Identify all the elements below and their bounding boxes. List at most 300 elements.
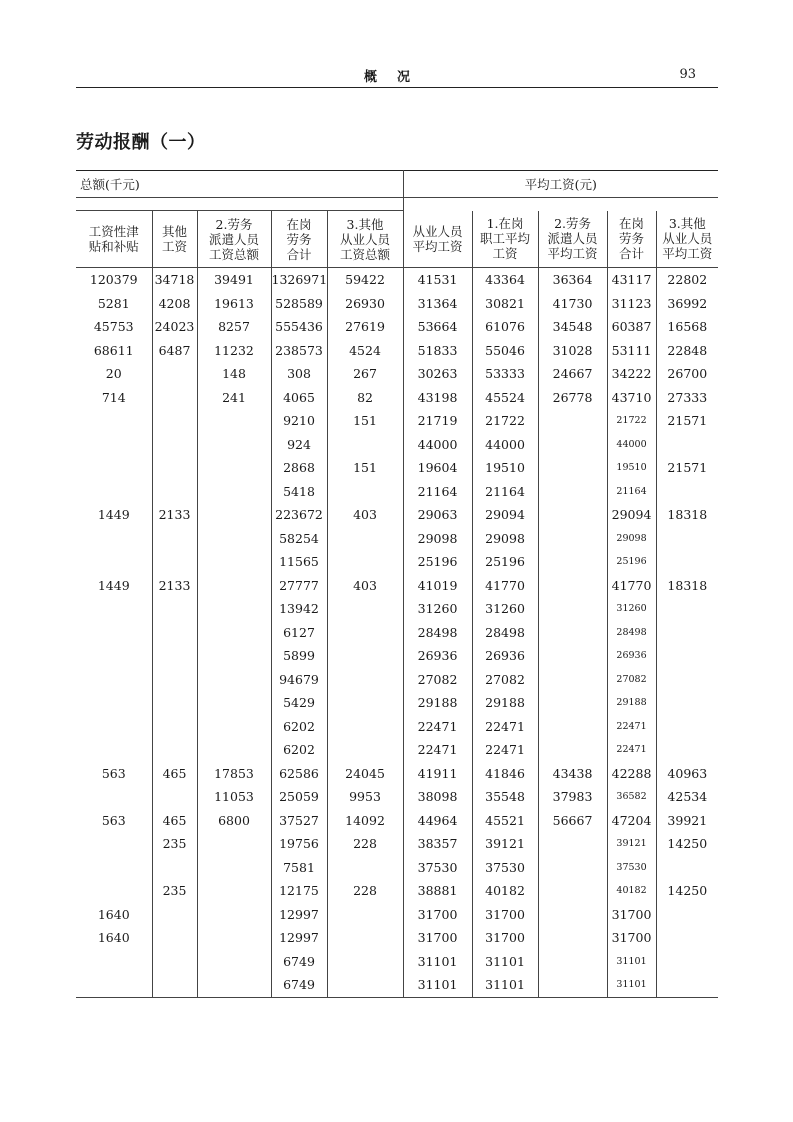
table-cell [76,738,152,762]
table-cell: 31700 [607,926,656,950]
table-cell [197,527,271,551]
table-cell: 19756 [271,832,327,856]
table-cell [197,950,271,974]
table-cell: 43364 [472,268,538,292]
table-cell: 31101 [607,973,656,997]
table-cell [538,480,607,504]
table-cell [76,715,152,739]
column-header-line: 贴和补贴 [88,239,139,254]
table-cell [538,950,607,974]
table-cell: 14250 [656,879,718,903]
table-cell: 22471 [403,738,472,762]
column-header-line: 平均工资 [662,246,713,262]
table-cell: 21571 [656,409,718,433]
table-cell [327,973,403,997]
table-cell [538,903,607,927]
table-cell: 25196 [607,550,656,574]
table-cell: 9210 [271,409,327,433]
table-cell [152,668,197,692]
table-cell: 27333 [656,386,718,410]
table-cell: 19510 [607,456,656,480]
table-cell: 151 [327,409,403,433]
table-cell: 37527 [271,809,327,833]
table-cell [76,621,152,645]
table-cell: 42534 [656,785,718,809]
table-cell: 12997 [271,926,327,950]
table-cell: 21164 [403,480,472,504]
table-cell [327,950,403,974]
table-cell: 31700 [472,903,538,927]
table-body [76,268,718,998]
table-cell [197,903,271,927]
table-cell: 44000 [607,433,656,457]
table-row [76,292,718,316]
table-cell [76,480,152,504]
table-cell [152,973,197,997]
table-cell: 31101 [472,973,538,997]
table-cell: 41019 [403,574,472,598]
table-cell: 19613 [197,292,271,316]
table-cell [538,715,607,739]
group-header-total: 总额(千元) [76,171,403,198]
table-cell [327,527,403,551]
table-cell: 42288 [607,762,656,786]
table-cell [327,668,403,692]
table-cell: 45524 [472,386,538,410]
column-header [197,211,271,268]
table-cell: 43198 [403,386,472,410]
column-header-line: 工资总额 [208,246,259,262]
table-row [76,621,718,645]
table-cell [152,433,197,457]
table-cell [76,691,152,715]
table-cell [538,973,607,997]
table-cell: 120379 [89,272,138,288]
table-cell: 13942 [271,597,327,621]
column-header-line: 派遣人员 [547,231,598,247]
table-cell [327,856,403,880]
table-cell [327,621,403,645]
table-cell: 7581 [271,856,327,880]
table-cell: 36364 [538,268,607,292]
table-cell [538,926,607,950]
column-header [152,211,197,268]
table-cell: 34222 [607,362,656,386]
table-cell: 43117 [607,268,656,292]
table-cell [76,668,152,692]
table-row [76,386,718,410]
column-header-line: 2.劳务 [215,216,253,232]
table-cell: 61076 [472,315,538,339]
table-cell [538,644,607,668]
table-cell [656,621,718,645]
table-cell: 31101 [403,973,472,997]
table-cell: 21722 [607,409,656,433]
column-header-line: 平均工资 [412,238,463,254]
table-cell: 11565 [271,550,327,574]
table-cell: 22471 [472,715,538,739]
table-cell [656,480,718,504]
table-cell: 1640 [97,930,130,946]
table-row [76,785,718,809]
table-cell: 27082 [472,668,538,692]
table-row [76,456,718,480]
table-cell [538,550,607,574]
table-cell: 31260 [403,597,472,621]
table-cell [152,597,197,621]
table-cell: 403 [327,574,403,598]
table-cell: 38098 [403,785,472,809]
table-cell: 24023 [152,315,197,339]
table-cell: 1640 [97,906,130,922]
table-cell [152,527,197,551]
table-cell: 16568 [656,315,718,339]
table-cell: 238573 [271,339,327,363]
table-cell: 82 [327,386,403,410]
table-cell [197,926,271,950]
table-cell [76,550,152,574]
table-row [76,762,718,786]
column-header-line: 从业人员 [662,231,713,247]
table-cell: 21164 [472,480,538,504]
table-cell: 228 [327,832,403,856]
table-row [76,809,718,833]
table-cell: 2133 [152,574,197,598]
table-cell: 21164 [607,480,656,504]
table-cell: 53664 [403,315,472,339]
table-cell: 6800 [197,809,271,833]
table-cell [152,456,197,480]
table-cell: 308 [271,362,327,386]
column-header [656,211,718,268]
table-cell: 37530 [607,856,656,880]
table-cell [197,433,271,457]
table-row [76,691,718,715]
table-cell [538,503,607,527]
table-cell: 44000 [403,433,472,457]
table-cell: 39921 [656,809,718,833]
table-cell: 555436 [271,315,327,339]
table-row [76,409,718,433]
table-cell: 41730 [538,292,607,316]
table-row [76,433,718,457]
header-rule [76,87,718,88]
table-cell: 94679 [271,668,327,692]
table-cell: 22848 [656,339,718,363]
table-cell: 151 [327,456,403,480]
table-cell: 25059 [271,785,327,809]
table-cell: 45753 [93,319,134,335]
table-cell: 20 [105,366,122,382]
table-cell: 6202 [271,738,327,762]
column-header-line: 合计 [619,246,645,262]
table-cell [656,644,718,668]
table-cell [197,597,271,621]
table-cell: 1326971 [271,268,327,292]
table-cell [152,386,197,410]
table-cell: 26936 [607,644,656,668]
table-cell [152,950,197,974]
table-cell [656,973,718,997]
table-cell: 30821 [472,292,538,316]
table-row [76,339,718,363]
table-cell: 6749 [271,950,327,974]
table-cell [656,738,718,762]
table-cell [538,668,607,692]
table-cell: 5899 [271,644,327,668]
column-header-line: 工资性津 [88,224,139,239]
table-cell [327,691,403,715]
table-cell: 6487 [152,339,197,363]
column-header-line: 工资总额 [340,246,391,262]
table-cell: 29098 [607,527,656,551]
table-cell: 29094 [472,503,538,527]
table-cell: 26700 [656,362,718,386]
table-cell: 28498 [607,621,656,645]
table-cell [538,856,607,880]
table-cell: 29188 [472,691,538,715]
table-cell [197,738,271,762]
table-cell: 29098 [403,527,472,551]
table-cell [327,644,403,668]
table-cell [152,480,197,504]
table-cell [197,856,271,880]
table-cell [656,715,718,739]
running-head [76,66,718,86]
table-cell [538,597,607,621]
page-number: 93 [679,67,696,82]
table-cell: 465 [152,809,197,833]
table-cell [327,903,403,927]
table-cell [656,926,718,950]
table-cell [538,832,607,856]
table-cell: 6749 [271,973,327,997]
table-cell: 37530 [472,856,538,880]
table-cell: 47204 [607,809,656,833]
table-cell [152,409,197,433]
table-cell: 51833 [403,339,472,363]
table-row [76,715,718,739]
table-cell [538,879,607,903]
table-cell: 2133 [152,503,197,527]
table-cell [152,715,197,739]
column-header-line: 劳务 [286,231,312,247]
table-cell: 11053 [197,785,271,809]
column-header-line: 3.其他 [346,216,384,232]
table-cell [76,597,152,621]
column-header-line: 1.在岗 [486,216,524,232]
chapter-title: 概况 [363,70,430,85]
column-header-line: 合计 [286,246,312,262]
table-cell: 22471 [607,715,656,739]
table-row [76,315,718,339]
table-cell: 39491 [197,268,271,292]
table-cell: 35548 [472,785,538,809]
table-cell: 563 [101,812,126,828]
table-cell [152,785,197,809]
table-cell [152,550,197,574]
table-cell [656,668,718,692]
table-cell [656,691,718,715]
table-cell: 25196 [403,550,472,574]
labor-remuneration-table [76,170,718,998]
table-cell: 5429 [271,691,327,715]
table-cell: 563 [101,765,126,781]
table-row [76,832,718,856]
table-row [76,856,718,880]
table-cell [152,856,197,880]
column-header [607,211,656,268]
table-cell: 31123 [607,292,656,316]
table-cell [197,973,271,997]
column-header-line: 在岗 [286,216,312,232]
table-cell: 31700 [403,903,472,927]
table-cell: 8257 [197,315,271,339]
table-row [76,503,718,527]
table-cell: 37983 [538,785,607,809]
group-header-average: 平均工资(元) [403,171,718,198]
table-cell: 4208 [152,292,197,316]
table-cell: 9953 [327,785,403,809]
table-cell: 2868 [271,456,327,480]
table-cell [152,362,197,386]
table-cell: 24667 [538,362,607,386]
table-cell [197,715,271,739]
table-cell [197,879,271,903]
table-cell: 6202 [271,715,327,739]
column-header-line: 工资 [161,239,187,254]
table-cell [327,480,403,504]
table-cell: 528589 [271,292,327,316]
table-cell: 6127 [271,621,327,645]
table-title: 劳动报酬（一） [76,132,206,153]
table-row [76,903,718,927]
table-cell: 39121 [607,832,656,856]
column-header-line: 工资 [492,246,518,262]
table-cell [538,574,607,598]
table-cell [76,832,152,856]
table-cell: 45521 [472,809,538,833]
table-cell: 40963 [656,762,718,786]
column-header-line: 劳务 [619,231,645,247]
table-cell: 36992 [656,292,718,316]
column-header [76,211,152,268]
table-cell: 5281 [97,295,130,311]
table-cell: 1449 [97,507,130,523]
table-cell [197,503,271,527]
column-header [271,211,327,268]
table-cell [152,738,197,762]
table-cell: 40182 [607,879,656,903]
table-cell [327,738,403,762]
table-cell [76,973,152,997]
table-cell: 1449 [97,577,130,593]
table-cell: 29063 [403,503,472,527]
column-header [538,211,607,268]
table-cell: 24045 [327,762,403,786]
table-row [76,950,718,974]
table-cell: 267 [327,362,403,386]
table-cell: 18318 [656,503,718,527]
column-header-line: 其他 [161,224,187,239]
table-cell [538,433,607,457]
table-cell: 14092 [327,809,403,833]
table-cell: 34718 [152,268,197,292]
table-cell: 22471 [472,738,538,762]
table-cell [538,409,607,433]
table-cell: 22471 [607,738,656,762]
table-cell [656,903,718,927]
table-cell [656,597,718,621]
table-cell: 22471 [403,715,472,739]
table-cell: 31700 [403,926,472,950]
table-cell: 12175 [271,879,327,903]
table-cell: 41770 [472,574,538,598]
table-cell: 26936 [403,644,472,668]
table-cell: 29188 [607,691,656,715]
table-cell: 55046 [472,339,538,363]
table-cell [327,597,403,621]
table-cell: 30263 [403,362,472,386]
table-cell [76,433,152,457]
table-cell [76,527,152,551]
table-cell: 11232 [197,339,271,363]
table-cell: 27082 [607,668,656,692]
table-cell: 28498 [403,621,472,645]
table-cell: 36582 [607,785,656,809]
table-cell: 26930 [327,292,403,316]
table-cell [538,527,607,551]
table-cell: 41770 [607,574,656,598]
table-cell: 29098 [472,527,538,551]
table-cell [76,950,152,974]
table-cell [197,644,271,668]
table-cell [656,856,718,880]
table-cell: 31028 [538,339,607,363]
table-cell: 62586 [271,762,327,786]
table-cell: 924 [271,433,327,457]
table-cell: 465 [152,762,197,786]
table-row [76,668,718,692]
table-cell: 34548 [538,315,607,339]
table-row [76,527,718,551]
table-cell: 53111 [607,339,656,363]
table-row [76,268,718,292]
column-header-line: 2.劳务 [554,216,592,232]
table-cell [538,621,607,645]
table-cell [197,409,271,433]
table-cell [152,644,197,668]
table-cell: 58254 [271,527,327,551]
table-cell: 235 [152,832,197,856]
table-cell [656,433,718,457]
table-cell: 21571 [656,456,718,480]
table-cell: 21719 [403,409,472,433]
table-row [76,574,718,598]
column-header-line: 从业人员 [412,223,463,239]
table-cell: 41846 [472,762,538,786]
table-cell: 27777 [271,574,327,598]
table-cell: 41531 [403,268,472,292]
table-cell: 31101 [607,950,656,974]
table-cell [152,926,197,950]
table-cell: 31101 [403,950,472,974]
table-cell: 14250 [656,832,718,856]
table-cell: 19604 [403,456,472,480]
table-cell: 714 [101,389,126,405]
table-cell: 53333 [472,362,538,386]
table-cell: 241 [197,386,271,410]
